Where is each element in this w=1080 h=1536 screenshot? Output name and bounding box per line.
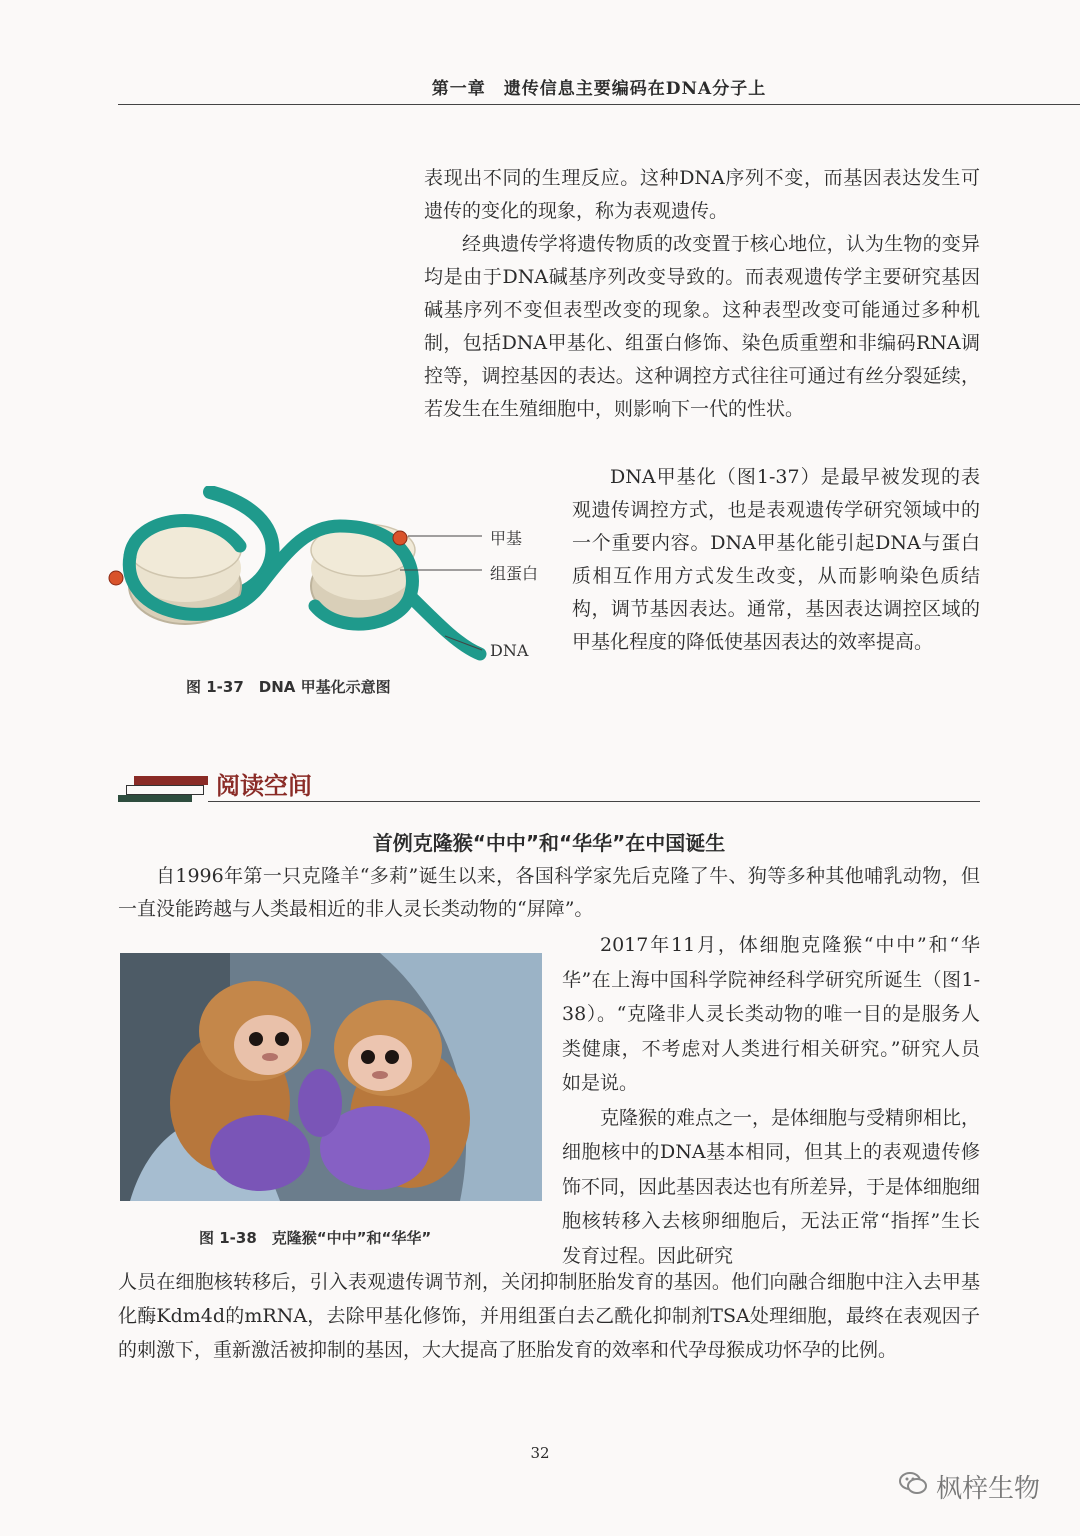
methyl-group-right (393, 531, 407, 545)
paragraph-1: 表现出不同的生理反应。这种DNA序列不变，而基因表达发生可遗传的变化的现象，称为表观遗传。 (424, 167, 980, 222)
article-paragraph-3-part-2: 人员在细胞核转移后，引入表观遗传调节剂，关闭抑制胚胎发育的基因。他们向融合细胞中注入去甲基化酶Kdm4d的mRNA，去除甲基化修饰，并用组蛋白去乙酰化抑制剂TSA处理细胞，最终在表观因子的刺激下，重新激活被抑制的基因，大大提高了胚胎发育的效率和代孕母猴成功怀孕的比例。 (118, 1271, 980, 1361)
paragraph-3: DNA甲基化（图1-37）是最早被发现的表观遗传调控方式，也是表观遗传学研究领域中的一个重要内容。DNA甲基化能引起DNA与蛋白质相互作用方式发生改变，从而影响染色质结构，调节基因表达。通常，基因表达调控区域的甲基化程度的降低使基因表达的效率提高。 (572, 466, 980, 653)
label-methyl: 甲基 (490, 529, 523, 548)
figure-37-caption: 图 1-37 DNA 甲基化示意图 (186, 678, 391, 696)
cloned-monkeys-image (120, 953, 542, 1201)
page-number: 32 (530, 1444, 550, 1462)
paragraph-2: 经典遗传学将遗传物质的改变置于核心地位，认为生物的变异均是由于DNA碱基序列改变导致的。而表观遗传学主要研究基因碱基序列不变但表型改变的现象。这种表型改变可能通过多种机制，包括DNA甲基化、组蛋白修饰、染色质重塑和非编码RNA调控等，调控基因的表达。这种调控方式往往可通过有丝分裂延续，若发生在生殖细胞中，则影响下一代的性状。 (424, 233, 980, 420)
label-dna: DNA (490, 641, 529, 660)
methyl-group-left (109, 571, 123, 585)
article-paragraph-1-block (118, 860, 980, 926)
article-side-text (562, 928, 980, 1273)
header-rule (118, 104, 1080, 105)
book-icon (118, 774, 208, 802)
article-paragraph-2: 2017年11月，体细胞克隆猴“中中”和“华华”在上海中国科学院神经科学研究所诞生（图1-38）。“克隆非人灵长类动物的唯一目的是服务人类健康，不考虑对人类进行相关研究。”研究人员如是说。 (562, 934, 980, 1094)
section-title: 阅读空间 (216, 772, 312, 800)
running-head: 第一章 遗传信息主要编码在DNA分子上 (431, 79, 767, 99)
watermark-text: 枫梓生物 (936, 1474, 1041, 1504)
article-title: 首例克隆猴“中中”和“华华”在中国诞生 (372, 831, 726, 855)
body-text-methylation (572, 461, 980, 659)
article-paragraph-1: 自1996年第一只克隆羊“多莉”诞生以来，各国科学家先后克隆了牛、狗等多种其他哺乳动物，但一直没能跨越与人类最相近的非人灵长类动物的“屏障”。 (118, 865, 980, 920)
article-bottom-text (118, 1265, 980, 1367)
figure-38-caption: 图 1-38 克隆猴“中中”和“华华” (199, 1229, 432, 1247)
article-paragraph-3-part-1: 克隆猴的难点之一，是体细胞与受精卵相比，细胞核中的DNA基本相同，但其上的表观遗传修饰不同，因此基因表达也有所差异，于是体细胞细胞核转移入去核卵细胞后，无法正常“指挥”生长发育过程。因此研究 (562, 1106, 981, 1267)
wechat-icon (898, 1470, 928, 1496)
section-rule (208, 801, 980, 802)
figure-cloned-monkeys-photo (120, 953, 542, 1201)
label-histone: 组蛋白 (490, 564, 539, 583)
body-text-top (424, 162, 980, 426)
